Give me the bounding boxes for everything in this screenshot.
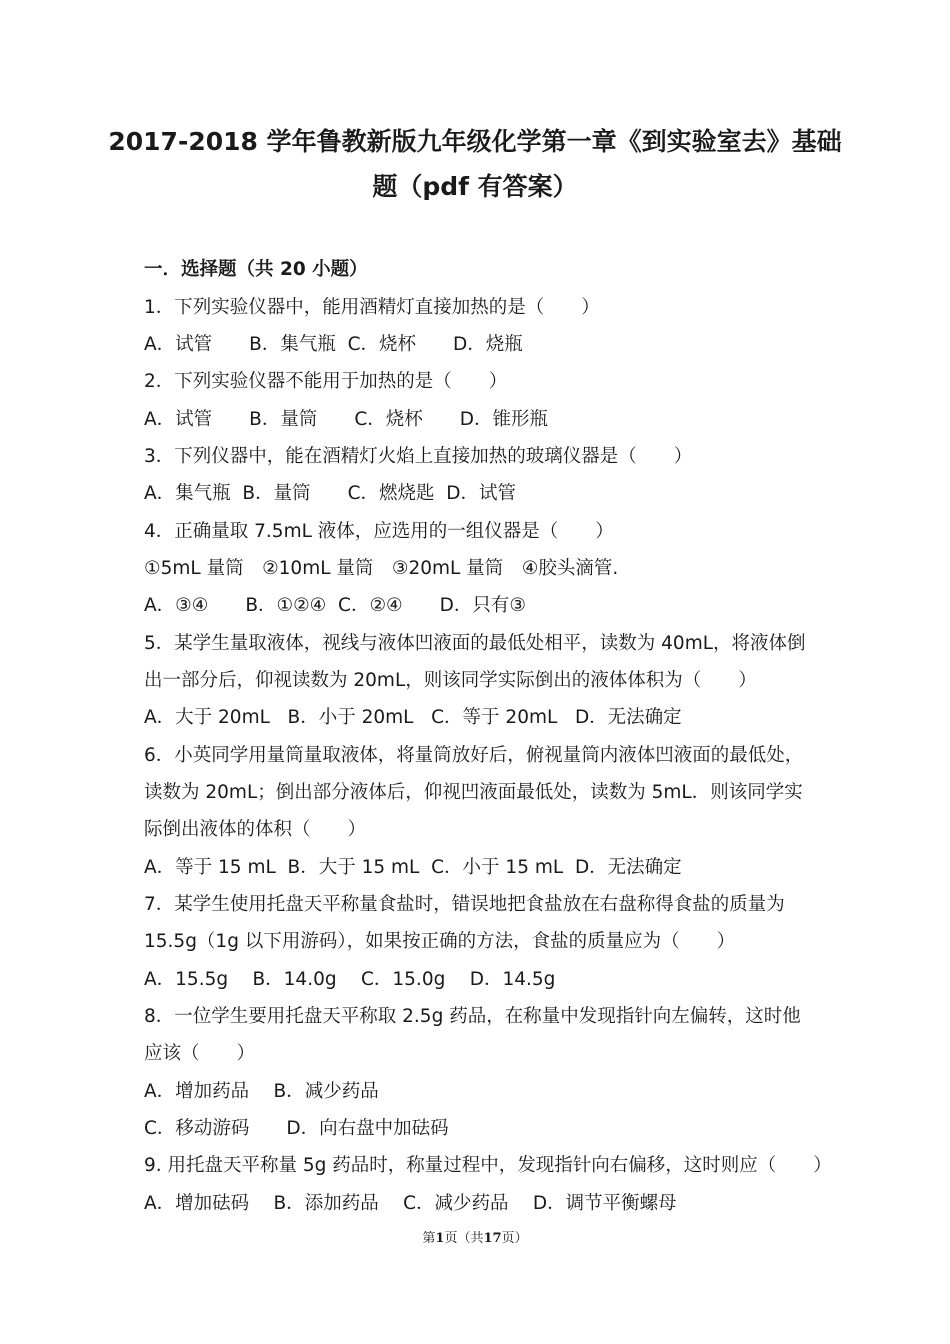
document-title-line2: 题（pdf 有答案）	[372, 172, 578, 201]
question-4-options: A．③④ B．①②④ C．②④ D．只有③	[144, 595, 526, 616]
footer-page-number: 1	[435, 1231, 445, 1246]
question-8-stem-line1: 8．一位学生要用托盘天平称取 2.5g 药品，在称量中发现指针向左偏转，这时他	[144, 1006, 801, 1027]
question-4-stem: 4．正确量取 7.5mL 液体，应选用的一组仪器是（ ）	[144, 521, 614, 542]
footer-suffix: 页）	[501, 1231, 528, 1246]
document-title-line1: 2017-2018 学年鲁教新版九年级化学第一章《到实验室去》基础	[108, 127, 842, 156]
footer-total-pages: 17	[483, 1231, 502, 1246]
question-6-options: A．等于 15 mL B．大于 15 mL C．小于 15 mL D．无法确定	[144, 857, 682, 878]
footer-middle: 页（共	[444, 1231, 484, 1246]
question-1-options: A．试管 B．集气瓶 C．烧杯 D．烧瓶	[144, 334, 523, 355]
page-footer	[0, 1227, 950, 1246]
question-2-stem: 2．下列实验仪器不能用于加热的是（ ）	[144, 371, 508, 392]
question-8-options-row1: A．增加药品 B．减少药品	[144, 1081, 379, 1102]
question-7-options: A．15.5g B．14.0g C．15.0g D．14.5g	[144, 969, 556, 990]
question-6-stem-line1: 6．小英同学用量筒量取液体，将量筒放好后，俯视量筒内液体凹液面的最低处，	[144, 745, 804, 766]
question-9-options: A．增加砝码 B．添加药品 C．减少药品 D．调节平衡螺母	[144, 1193, 677, 1214]
footer-prefix: 第	[422, 1231, 436, 1246]
question-7-stem-line1: 7．某学生使用托盘天平称量食盐时，错误地把食盐放在右盘称得食盐的质量为	[144, 894, 785, 915]
question-7-stem-line2: 15.5g（1g 以下用游码），如果按正确的方法，食盐的质量应为（ ）	[144, 931, 736, 952]
question-5-stem-line2: 出一部分后，仰视读数为 20mL，则该同学实际倒出的液体体积为（ ）	[144, 670, 757, 691]
question-8-options-row2: C．移动游码 D．向右盘中加砝码	[144, 1118, 449, 1139]
question-3-stem: 3．下列仪器中，能在酒精灯火焰上直接加热的玻璃仪器是（ ）	[144, 446, 693, 467]
question-2-options: A．试管 B．量筒 C．烧杯 D．锥形瓶	[144, 409, 549, 430]
question-9-stem: 9. 用托盘天平称量 5g 药品时，称量过程中，发现指针向右偏移，这时则应（ ）	[144, 1155, 832, 1176]
question-4-items: ①5mL 量筒 ②10mL 量筒 ③20mL 量筒 ④胶头滴管.	[144, 558, 619, 579]
question-8-stem-line2: 应该（ ）	[144, 1043, 256, 1064]
question-5-stem-line1: 5．某学生量取液体，视线与液体凹液面的最低处相平，读数为 40mL，将液体倒	[144, 633, 806, 654]
question-6-stem-line2: 读数为 20mL；倒出部分液体后，仰视凹液面最低处，读数为 5mL．则该同学实	[144, 782, 803, 803]
question-6-stem-line3: 际倒出液体的体积（ ）	[144, 819, 367, 840]
question-1-stem: 1．下列实验仪器中，能用酒精灯直接加热的是（ ）	[144, 297, 600, 318]
section-heading: 一．选择题（共 20 小题）	[144, 259, 368, 280]
question-5-options: A．大于 20mL B．小于 20mL C．等于 20mL D．无法确定	[144, 707, 682, 728]
question-3-options: A．集气瓶 B．量筒 C．燃烧匙 D．试管	[144, 483, 517, 504]
